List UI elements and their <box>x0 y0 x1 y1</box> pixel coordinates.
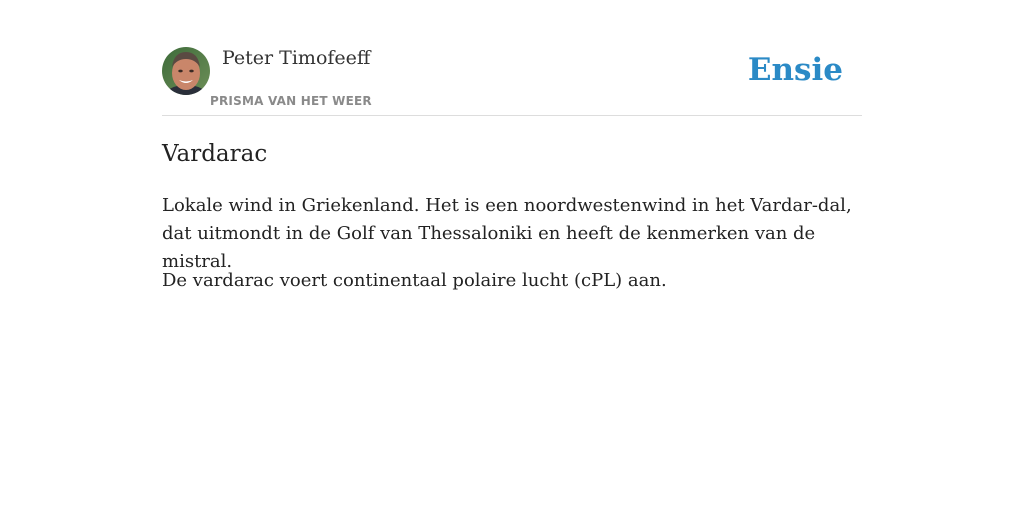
author-subtitle[interactable]: PRISMA VAN HET WEER <box>210 94 372 108</box>
author-avatar[interactable] <box>162 47 210 95</box>
article-paragraph: De vardarac voert continentaal polaire lucht (cPL) aan. <box>162 270 667 291</box>
article-header <box>162 0 862 116</box>
article-card <box>162 0 862 512</box>
ensie-logo[interactable]: Ensie <box>747 52 843 88</box>
article-paragraph: Lokale wind in Griekenland. Het is een noordwestenwind in het Vardar-dal, dat uitmondt in de Golf van Thessaloniki en heeft de kenmerken van de mistral. <box>162 195 852 272</box>
article-title: Vardarac <box>162 141 268 167</box>
author-name[interactable]: Peter Timofeeff <box>222 47 371 69</box>
avatar-image <box>162 47 210 95</box>
